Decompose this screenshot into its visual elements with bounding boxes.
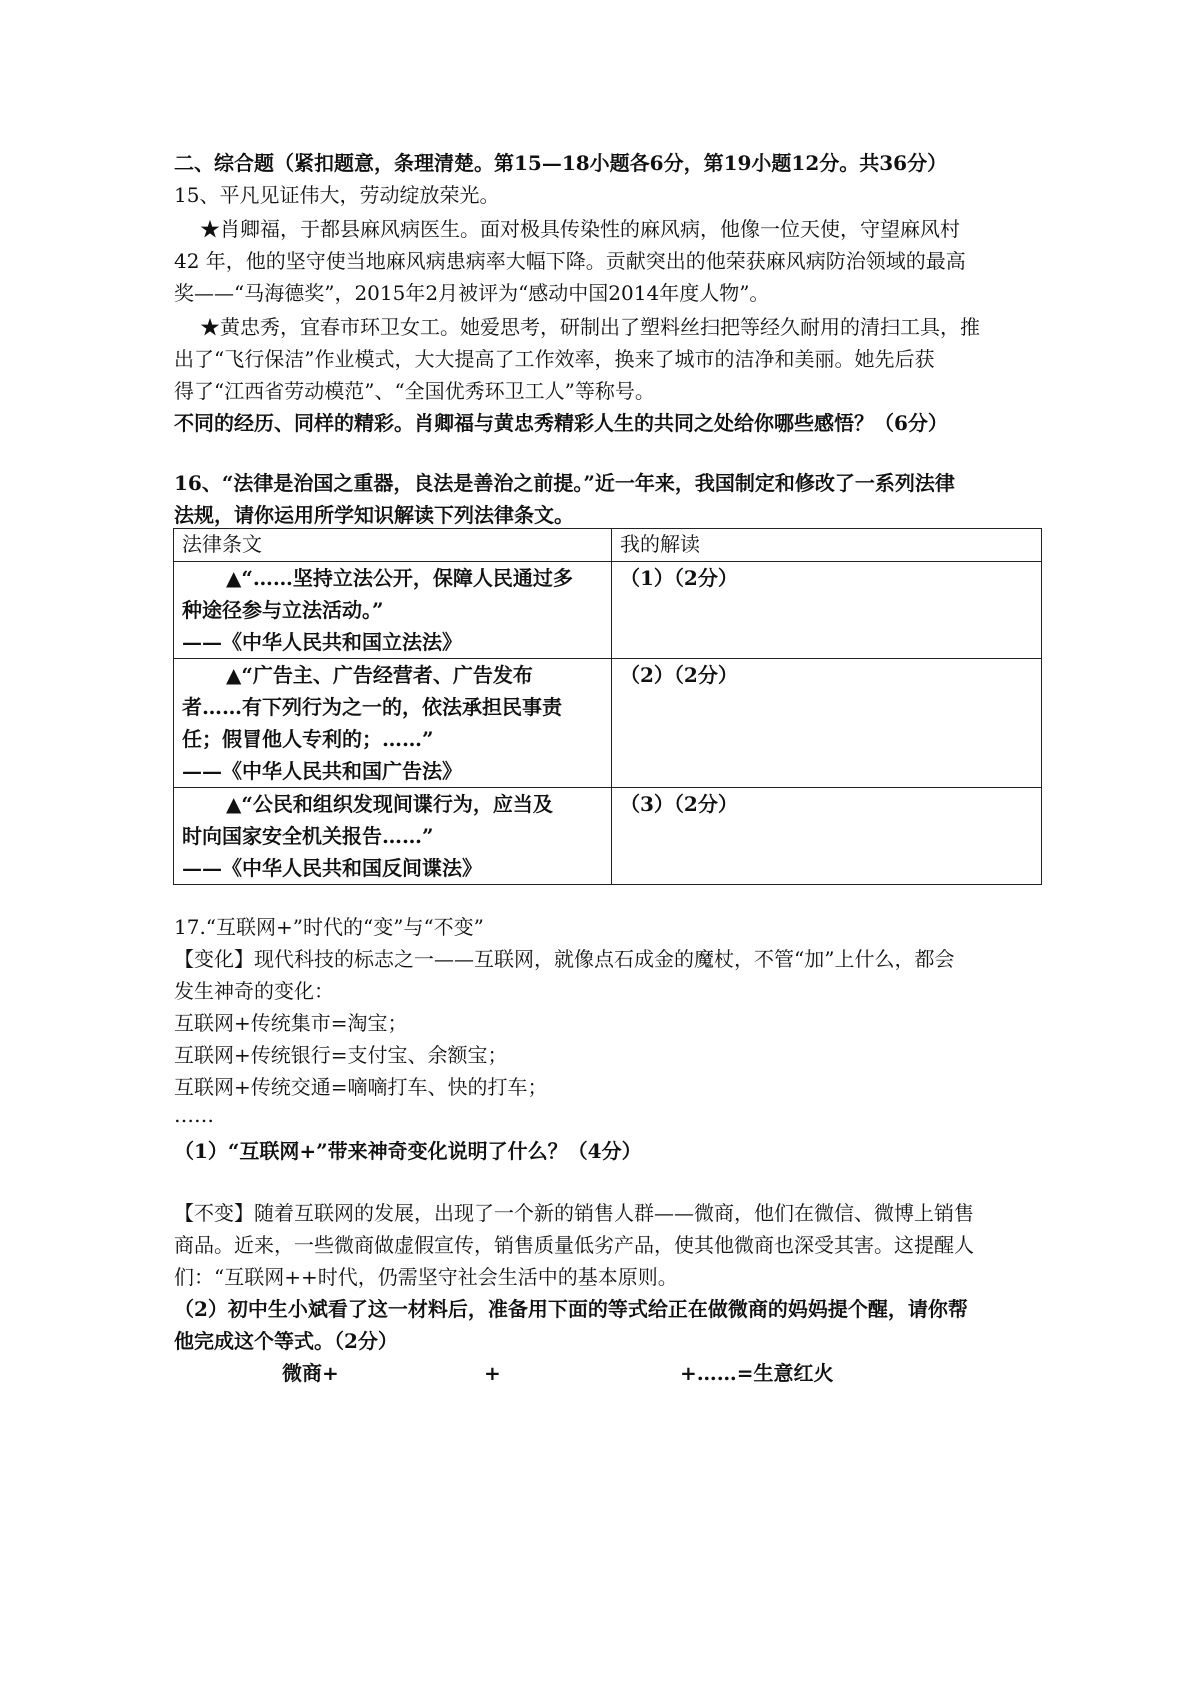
answer-label: （2）（2分） bbox=[620, 663, 738, 687]
q17-sub1: （1）“互联网+”带来神奇变化说明了什么？（4分） bbox=[174, 1139, 642, 1163]
q15-para1-line2: 42 年，他的坚守使当地麻风病患病率大幅下降。贡献突出的他荣获麻风病防治领域的最高 bbox=[174, 249, 966, 273]
law-text-line: 时向国家安全机关报告……” bbox=[182, 824, 434, 848]
q17-example-ellipsis: …… bbox=[174, 1103, 214, 1127]
law-text-line: 任；假冒他人专利的；……” bbox=[182, 727, 434, 751]
law-text-line: ▲“……坚持立法公开，保障人民通过多 bbox=[226, 566, 573, 590]
law-row bbox=[174, 562, 1042, 659]
q17-example: 互联网+传统集市=淘宝； bbox=[174, 1011, 408, 1035]
law-text-line: 者……有下列行为之一的，依法承担民事责 bbox=[182, 695, 562, 719]
q16-title-line1: 16、“法律是治国之重器，良法是善治之前提。”近一年来，我国制定和修改了一系列法律 bbox=[174, 471, 955, 495]
law-row bbox=[174, 659, 1042, 788]
q17-sub2-line1: （2）初中生小斌看了这一材料后，准备用下面的等式给正在做微商的妈妈提个醒，请你帮 bbox=[174, 1297, 968, 1321]
q17-change-line2: 发生神奇的变化： bbox=[174, 979, 334, 1003]
law-text-line: ▲“广告主、广告经营者、广告发布 bbox=[226, 663, 533, 687]
law-source: ——《中华人民共和国反间谍法》 bbox=[182, 856, 482, 880]
law-table-header bbox=[174, 529, 1042, 562]
q16-title-line2: 法规，请你运用所学知识解读下列法律条文。 bbox=[174, 503, 574, 527]
q17-sub2-line2: 他完成这个等式。（2分） bbox=[174, 1329, 398, 1353]
law-text-cell bbox=[174, 659, 612, 788]
q17-nochange-line1: 【不变】随着互联网的发展，出现了一个新的销售人群——微商，他们在微信、微博上销售 bbox=[174, 1201, 974, 1225]
q15-para1-line1: ★肖卿福，于都县麻风病医生。面对极具传染性的麻风病，他像一位天使，守望麻风村 bbox=[200, 217, 960, 241]
law-text-cell bbox=[174, 562, 612, 659]
law-source: ——《中华人民共和国立法法》 bbox=[182, 630, 462, 654]
q17-change-line1: 【变化】现代科技的标志之一——互联网，就像点石成金的魔杖，不管“加”上什么，都会 bbox=[174, 947, 955, 971]
header-my-interpretation: 我的解读 bbox=[612, 529, 1042, 562]
q17-example: 互联网+传统银行=支付宝、余额宝； bbox=[174, 1043, 508, 1067]
q15-title: 15、平凡见证伟大，劳动绽放荣光。 bbox=[174, 183, 500, 207]
q17-title: 17.“互联网+”时代的“变”与“不变” bbox=[174, 915, 484, 939]
law-text-cell bbox=[174, 788, 612, 885]
law-text-line: ▲“公民和组织发现间谍行为，应当及 bbox=[226, 792, 553, 816]
law-table bbox=[173, 528, 1042, 885]
q15-para2-line2: 出了“飞行保洁”作业模式，大大提高了工作效率，换来了城市的洁净和美丽。她先后获 bbox=[174, 347, 935, 371]
q15-para2-line1: ★黄忠秀，宜春市环卫女工。她爱思考，研制出了塑料丝扫把等经久耐用的清扫工具，推 bbox=[200, 315, 980, 339]
section-heading: 二、综合题（紧扣题意，条理清楚。第15—18小题各6分，第19小题12分。共36分） bbox=[174, 151, 948, 175]
equation-part2: + bbox=[484, 1361, 501, 1385]
q15-para2-line3: 得了“江西省劳动模范”、“全国优秀环卫工人”等称号。 bbox=[174, 379, 655, 403]
law-row bbox=[174, 788, 1042, 885]
answer-cell[interactable] bbox=[612, 659, 1042, 788]
q17-nochange-line3: 们：“互联网++时代，仍需坚守社会生活中的基本原则。 bbox=[174, 1265, 678, 1289]
q15-question: 不同的经历、同样的精彩。肖卿福与黄忠秀精彩人生的共同之处给你哪些感悟？（6分） bbox=[174, 411, 948, 435]
law-text-line: 种途径参与立法活动。” bbox=[182, 598, 384, 622]
answer-label: （1）（2分） bbox=[620, 566, 738, 590]
header-law-text: 法律条文 bbox=[174, 529, 612, 562]
answer-cell[interactable] bbox=[612, 562, 1042, 659]
law-source: ——《中华人民共和国广告法》 bbox=[182, 759, 462, 783]
q17-nochange-line2: 商品。近来，一些微商做虚假宣传，销售质量低劣产品，使其他微商也深受其害。这提醒人 bbox=[174, 1233, 974, 1257]
answer-label: （3）（2分） bbox=[620, 792, 738, 816]
q17-example: 互联网+传统交通=嘀嘀打车、快的打车； bbox=[174, 1075, 548, 1099]
answer-cell[interactable] bbox=[612, 788, 1042, 885]
equation-part1: 微商+ bbox=[282, 1361, 339, 1385]
q15-para1-line3: 奖——“马海德奖”，2015年2月被评为“感动中国2014年度人物”。 bbox=[174, 281, 770, 305]
equation-part3: +……=生意红火 bbox=[680, 1361, 834, 1385]
